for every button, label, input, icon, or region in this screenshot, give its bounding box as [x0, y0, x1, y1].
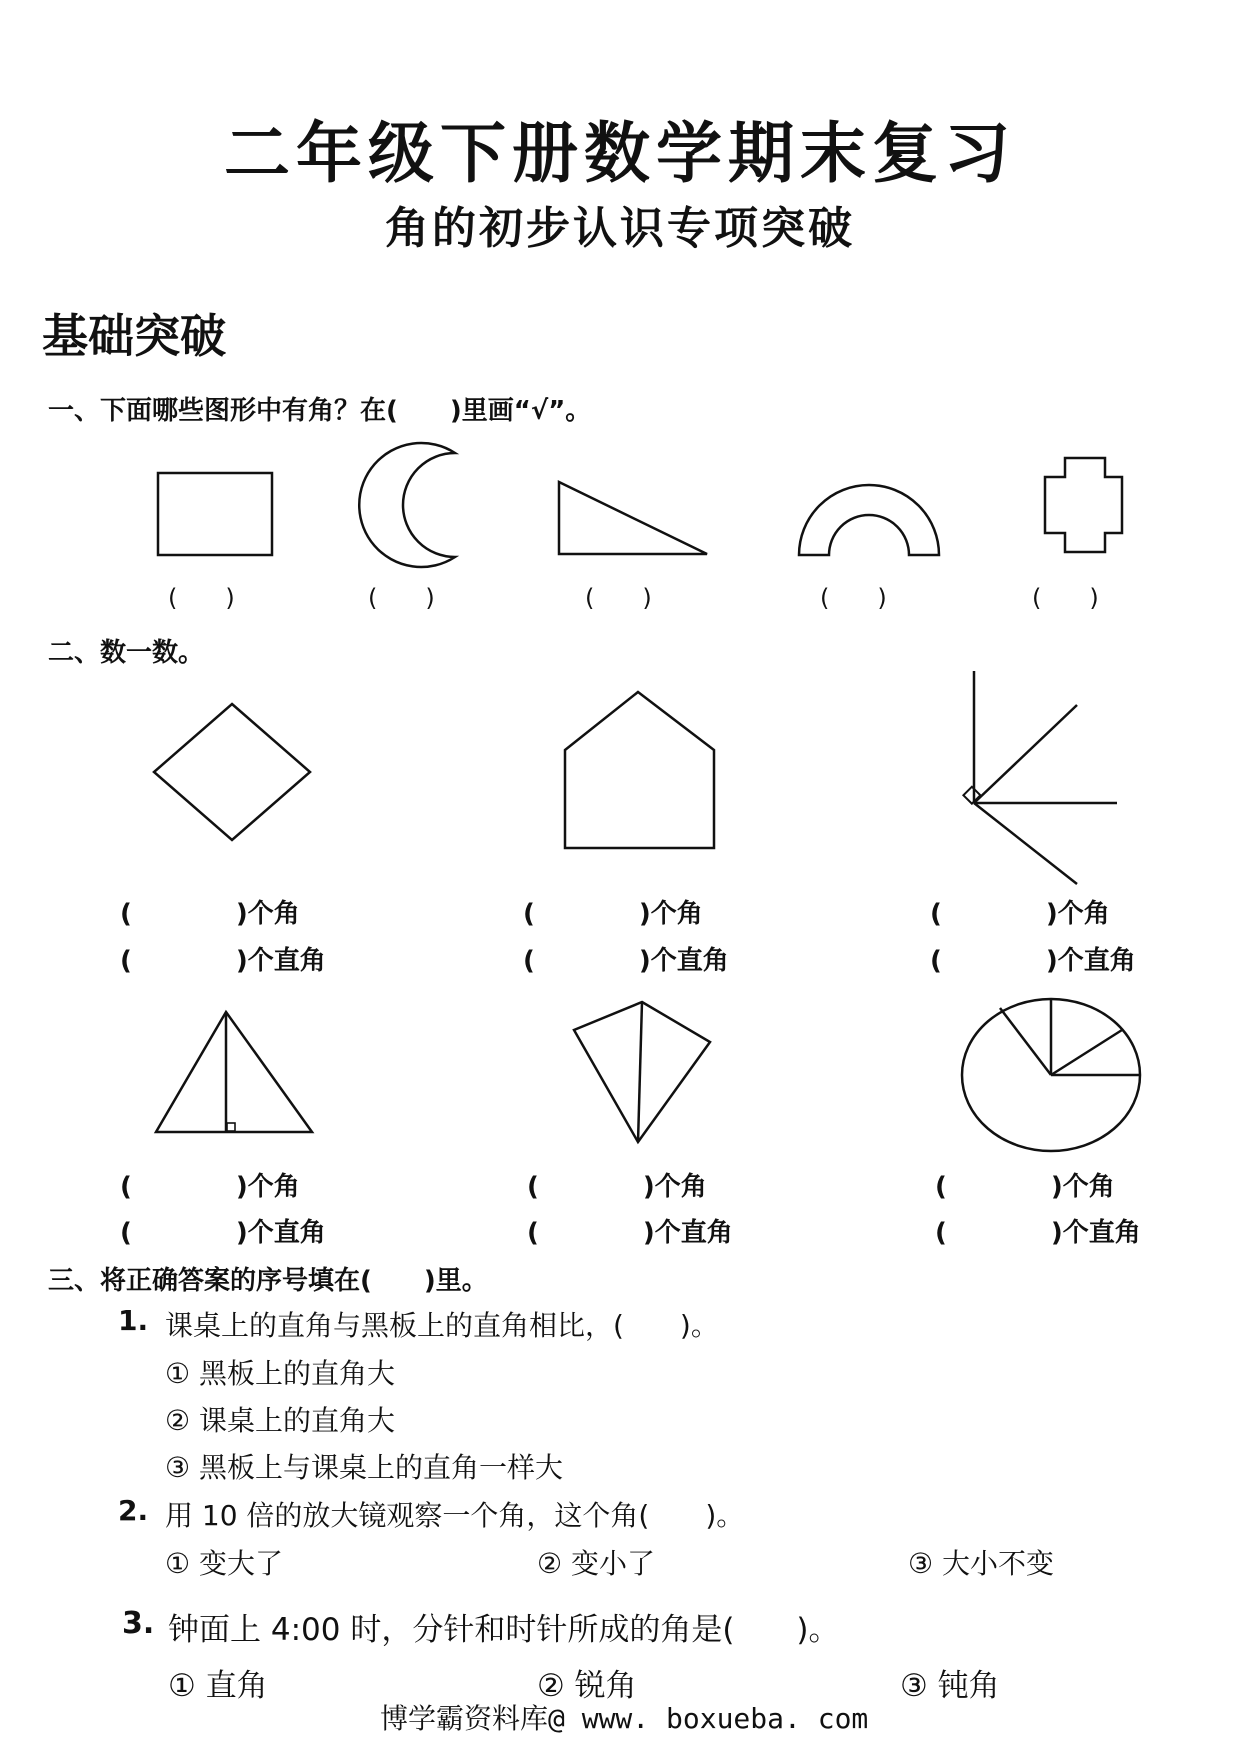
- q1-crescent: [370, 445, 470, 565]
- q2-shape5-angles[interactable]: ( )个角: [527, 1172, 707, 1202]
- q1-arch: [795, 480, 945, 560]
- q1-blank-3[interactable]: ( ): [585, 584, 652, 612]
- q2-shape3-angles[interactable]: ( )个角: [930, 899, 1110, 929]
- page-subtitle: 角的初步认识专项突破: [385, 203, 855, 254]
- q3-item3-text: 钟面上 4:00 时，分针和时针所成的角是( )。: [168, 1612, 840, 1648]
- q2-shape3-right-angles[interactable]: ( )个直角: [930, 946, 1136, 976]
- q3-item1-option2[interactable]: ② 课桌上的直角大: [165, 1404, 396, 1437]
- q2-shape1-angles[interactable]: ( )个角: [120, 899, 300, 929]
- q2-shape6-right-angles[interactable]: ( )个直角: [935, 1218, 1141, 1248]
- q1-rectangle: [155, 470, 275, 560]
- q3-item3-number: 3.: [122, 1606, 155, 1641]
- q2-shape2-right-angles[interactable]: ( )个直角: [523, 946, 729, 976]
- q3-item2-option1[interactable]: ① 变大了: [165, 1547, 284, 1580]
- q3-item2-option3[interactable]: ③ 大小不变: [908, 1547, 1055, 1580]
- q1-cross-shape: [1040, 455, 1130, 555]
- q1-prompt: 一、下面哪些图形中有角？在( )里画“√”。: [48, 396, 592, 426]
- q3-item1-number: 1.: [118, 1304, 149, 1337]
- q3-item1-option1[interactable]: ① 黑板上的直角大: [165, 1357, 396, 1390]
- q1-blank-4[interactable]: ( ): [820, 584, 887, 612]
- footer-watermark: 博学霸资料库@ www. boxueba. com: [380, 1702, 869, 1735]
- q2-kite: [570, 998, 720, 1148]
- q3-item2-option2[interactable]: ② 变小了: [537, 1547, 656, 1580]
- q2-ray-angles: [965, 668, 1125, 888]
- q2-shape4-right-angles[interactable]: ( )个直角: [120, 1218, 326, 1248]
- q2-shape4-angles[interactable]: ( )个角: [120, 1172, 300, 1202]
- q3-prompt: 三、将正确答案的序号填在( )里。: [48, 1266, 488, 1296]
- q2-prompt: 二、数一数。: [48, 638, 205, 668]
- q3-item2-text: 用 10 倍的放大镜观察一个角，这个角( )。: [165, 1499, 745, 1532]
- q2-diamond: [150, 700, 320, 845]
- q2-shape5-right-angles[interactable]: ( )个直角: [527, 1218, 733, 1248]
- q1-blank-2[interactable]: ( ): [368, 584, 435, 612]
- q3-item3-option3[interactable]: ③ 钝角: [900, 1668, 1000, 1704]
- q3-item3-option2[interactable]: ② 锐角: [537, 1668, 637, 1704]
- q2-shape2-angles[interactable]: ( )个角: [523, 899, 703, 929]
- q1-triangle: [555, 478, 715, 568]
- q1-blank-5[interactable]: ( ): [1032, 584, 1099, 612]
- q3-item2-number: 2.: [118, 1494, 149, 1527]
- q3-item1-text: 课桌上的直角与黑板上的直角相比，( )。: [165, 1309, 719, 1342]
- q2-shape1-right-angles[interactable]: ( )个直角: [120, 946, 326, 976]
- q3-item1-option3[interactable]: ③ 黑板上与课桌上的直角一样大: [165, 1451, 564, 1484]
- q2-circle-sectors: [960, 995, 1146, 1155]
- q1-blank-1[interactable]: ( ): [168, 584, 235, 612]
- q2-shape6-angles[interactable]: ( )个角: [935, 1172, 1115, 1202]
- page-title: 二年级下册数学期末复习: [224, 115, 1016, 192]
- q2-pentagon: [560, 688, 720, 853]
- q3-item3-option1[interactable]: ① 直角: [168, 1668, 268, 1704]
- q2-triangle-with-height: [150, 1008, 320, 1136]
- section-title: 基础突破: [42, 309, 226, 363]
